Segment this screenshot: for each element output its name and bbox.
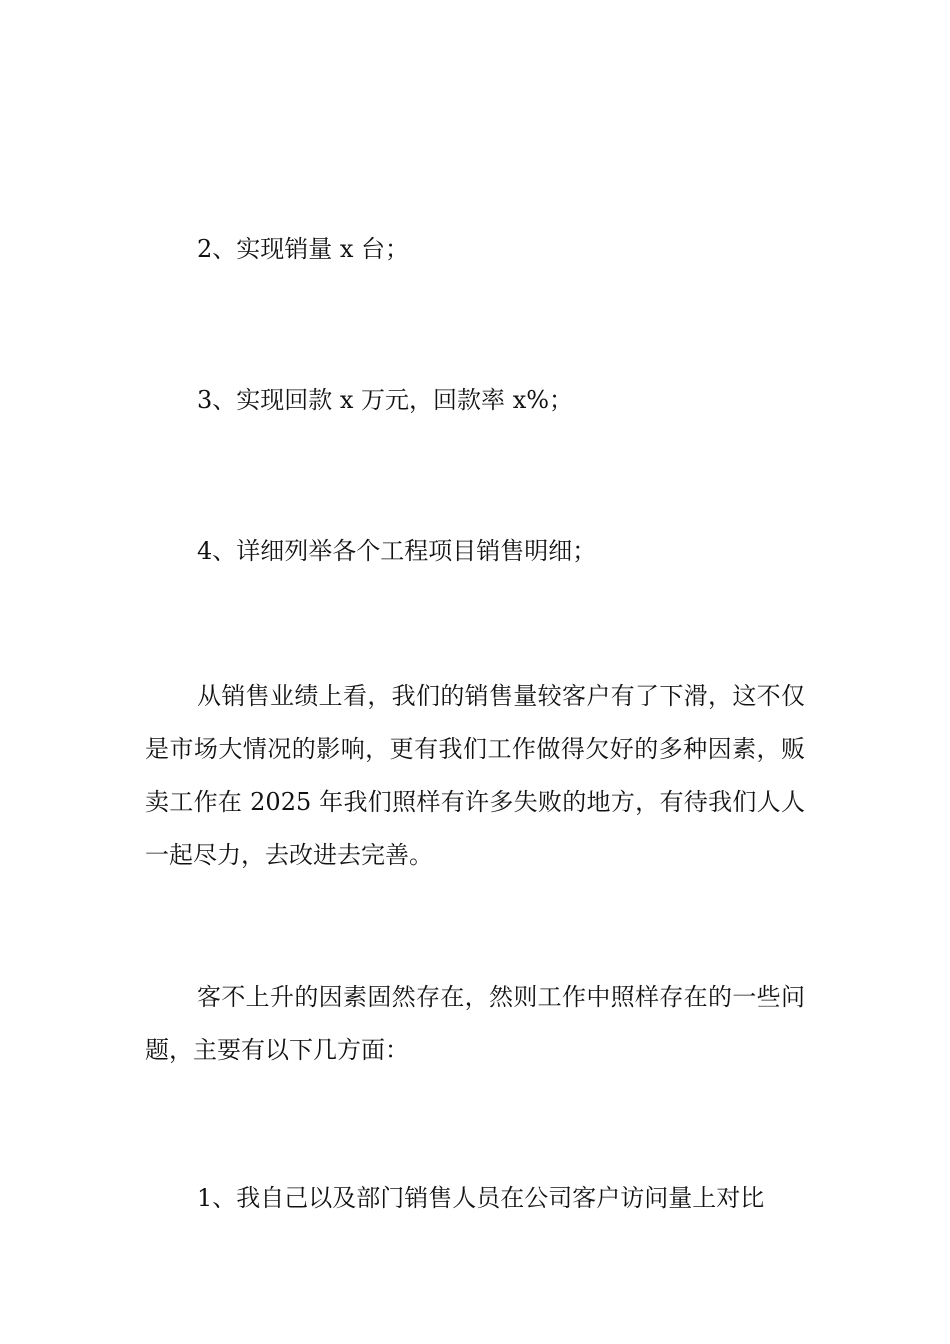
paragraph-sales-volume: 2、实现销量 x 台；	[197, 235, 410, 263]
paragraph-problems-intro: 客不上升的因素固然存在，然则工作中照样存在的一些问题，主要有以下几方面：	[145, 983, 805, 1064]
paragraph-project-details: 4、详细列举各个工程项目销售明细；	[197, 537, 597, 565]
paragraph-problem-1: 1、我自己以及部门销售人员在公司客户访问量上对比	[197, 1184, 765, 1212]
paragraph-performance-summary: 从销售业绩上看，我们的销售量较客户有了下滑，这不仅是市场大情况的影响，更有我们工作做得欠好的多种因素，贩卖工作在 2025 年我们照样有许多失败的地方，有待我们人人一起尽力，去改进去完善。	[145, 682, 805, 869]
paragraph-payment-collection: 3、实现回款 x 万元，回款率 x%；	[197, 386, 574, 414]
